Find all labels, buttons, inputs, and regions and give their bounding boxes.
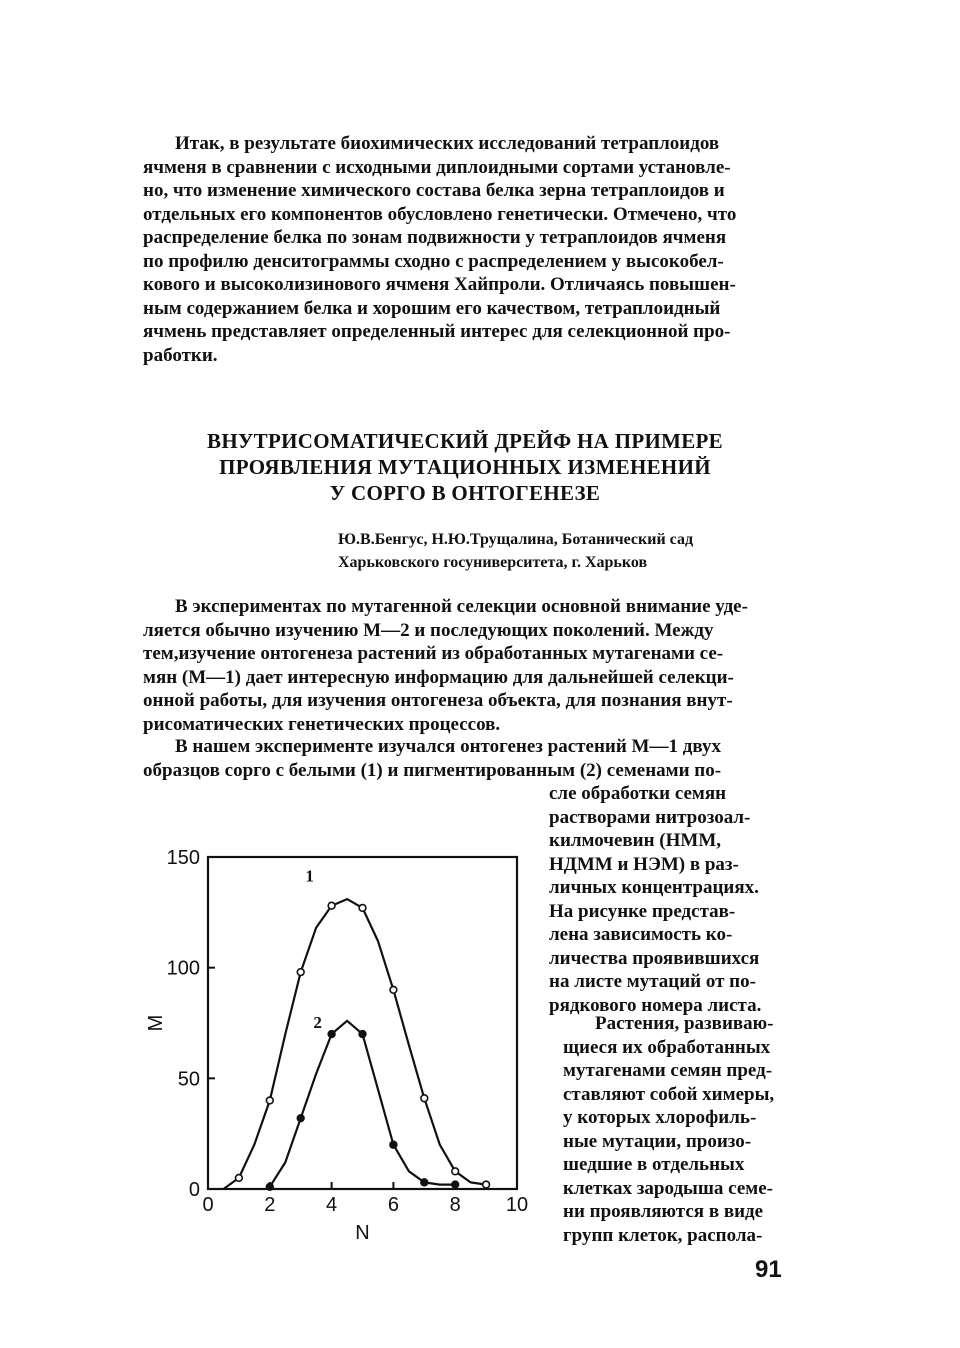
series-1-line [224,899,487,1189]
text-line: В экспериментах по мутагенной селекции основной внимание уде- [175,596,748,617]
title-line: У СОРГО В ОНТОГЕНЕЗЕ [329,481,601,505]
text-line: ляется обычно изучению М—2 и последующих поколений. Между [143,619,714,641]
series-2-point [359,1031,366,1038]
series-2-point [421,1179,428,1186]
text-line: у которых хлорофиль- [563,1107,757,1128]
series-1-point [328,902,335,909]
text-line: ставляют собой химеры, [563,1083,775,1105]
series-2-point [266,1183,273,1190]
text-line: Итак, в результате биохимических исследований тетраплоидов [175,133,720,154]
paragraph-2-wrap [549,782,787,1017]
series-1-point [236,1175,243,1182]
y-tick-label: 100 [166,957,200,980]
authors-block [338,528,768,574]
text-line: но, что изменение химического состава белка зерна тетраплоидов и [143,180,725,201]
text-line: мян (М—1) дает интересную информацию для дальнейшей селекци- [143,666,734,688]
y-tick-label: 50 [177,1068,200,1091]
text-line: личества проявившихся [549,947,760,969]
series-2-point [297,1115,304,1122]
series-2-point [328,1031,335,1038]
text-line: лена зависимость ко- [549,924,733,945]
x-tick-label: 6 [387,1194,399,1216]
x-tick-label: 10 [505,1194,529,1216]
text-line: онной работы, для изучения онтогенеза объекта, для познания внут- [143,690,733,711]
text-line: образцов сорго с белыми (1) и пигментированным (2) семенами по- [143,759,722,781]
x-tick-label: 4 [326,1194,338,1216]
intro-paragraph [143,132,788,367]
text-line: ячмень представляет определенный интерес для селекционной про- [143,321,731,342]
text-line: ные мутации, произо- [563,1130,752,1152]
series-2-label: 2 [313,1013,322,1033]
x-tick-label: 8 [449,1194,461,1216]
text-line: работки. [143,344,218,366]
text-line: мутагенами семян пред- [563,1060,773,1081]
series-1-point [483,1181,490,1188]
y-tick-label: 0 [188,1179,200,1201]
text-line: На рисунке представ- [549,900,736,922]
text-line: отдельных его компонентов обусловлено генетически. Отмечено, что [143,203,737,225]
text-line: ным содержанием белка и хорошим его качеством, тетраплоидный [143,297,721,319]
x-tick-label: 0 [202,1194,214,1216]
text-line: личных концентрациях. [549,877,759,898]
text-line: килмочевин (НММ, [549,830,722,851]
page-number: 91 [755,1256,782,1283]
text-line: кового и высоколизинового ячменя Хайпроли. Отличаясь повышен- [143,274,736,295]
x-axis-label: N [355,1222,370,1242]
text-line: ячменя в сравнении с исходными диплоидными сортами установле- [143,156,731,178]
authors-line: Ю.В.Бенгус, Н.Ю.Трущалина, Ботанический сад [338,531,694,548]
text-line: щиеся их обработанных [563,1036,771,1058]
text-line: тем,изучение онтогенеза растений из обработанных мутагенами се- [143,643,724,664]
series-2-line [270,1021,455,1187]
series-2-point [390,1141,397,1148]
article-title [140,428,790,506]
text-line: растворами нитрозоал- [549,806,751,828]
series-1-point [266,1097,273,1104]
series-1-point [297,969,304,976]
series-1-point [452,1168,459,1175]
text-line: клетках зародыша семе- [563,1177,773,1199]
series-2-point [452,1181,459,1188]
series-1-label: 1 [305,866,314,886]
text-line: Растения, развиваю- [595,1013,774,1034]
text-line: групп клеток, распола- [563,1224,763,1246]
series-1-point [390,986,397,993]
text-line: рядкового номера листа. [549,994,762,1016]
text-line: по профилю денситограммы сходно с распределением у высокобел- [143,250,724,272]
x-tick-label: 2 [264,1194,276,1216]
affiliation-line: Харьковского госуниверситета, г. Харьков [338,554,648,571]
series-1-point [421,1095,428,1102]
y-tick-label: 150 [166,847,200,869]
y-axis-label: М [145,1014,167,1032]
text-line: на листе мутаций от по- [549,971,756,992]
text-line: ни проявляются в виде [563,1201,764,1222]
text-line: рисоматических генетических процессов. [143,713,501,735]
text-line: НДММ и НЭМ) в раз- [549,853,739,875]
text-line: распределение белка по зонам подвижности у тетраплоидов ячменя [143,227,727,248]
text-line: сле обработки семян [549,783,727,804]
mutation-chart [140,842,540,1242]
title-line: ВНУТРИСОМАТИЧЕСКИЙ ДРЕЙФ НА ПРИМЕРЕ [207,429,723,453]
title-line: ПРОЯВЛЕНИЯ МУТАЦИОННЫХ ИЗМЕНЕНИЙ [219,455,711,479]
paragraph-3 [563,1012,787,1247]
paragraph-1 [143,595,788,736]
text-line: шедшие в отдельных [563,1154,745,1175]
series-1-point [359,905,366,912]
text-line: В нашем эксперименте изучался онтогенез растений М—1 двух [175,736,721,757]
paragraph-2 [143,735,788,782]
